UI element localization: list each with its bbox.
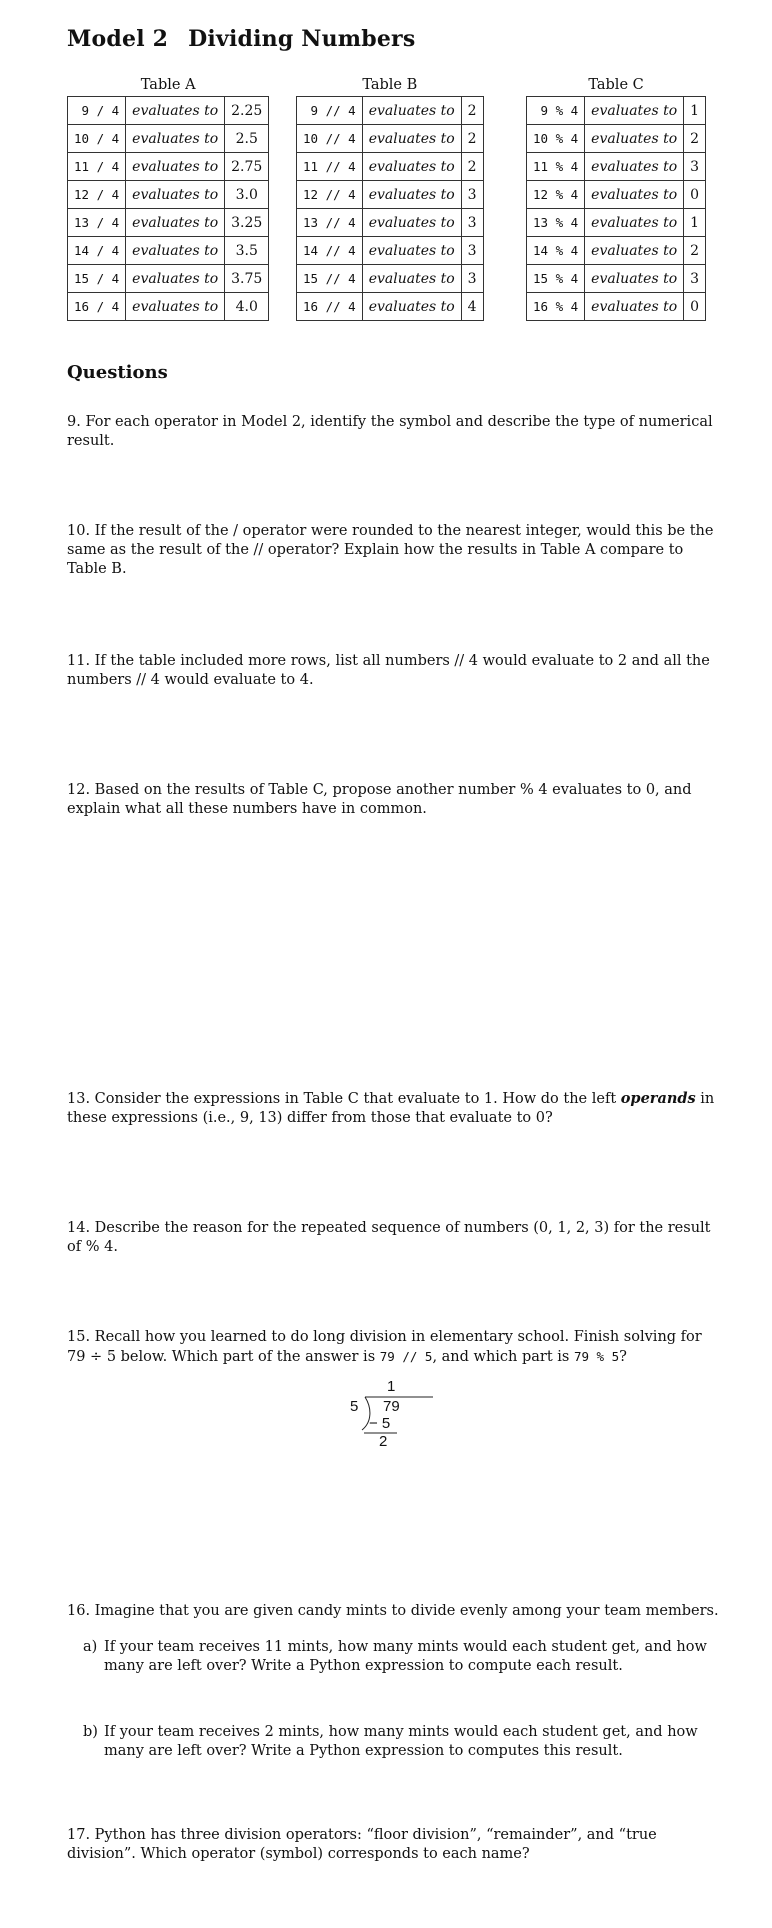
table-c [526,96,706,321]
expression-cell: 14 / 4 [68,237,126,265]
expression-cell: 16 // 4 [297,293,363,321]
ld-dividend: 79 [383,1398,400,1415]
table-row [527,293,706,321]
result-cell: 3 [461,237,483,265]
evaluates-cell: evaluates to [585,237,684,265]
evaluates-cell: evaluates to [362,153,461,181]
question-11: 11. If the table included more rows, list all numbers // 4 would evaluate to 2 and all the numbers // 4 would evaluate to 4. [67,653,710,688]
model-name: Dividing Numbers [188,26,416,52]
evaluates-cell: evaluates to [126,153,225,181]
expression-cell: 10 / 4 [68,125,126,153]
result-cell: 2 [461,153,483,181]
result-cell: 3.0 [225,181,269,209]
evaluates-cell: evaluates to [126,97,225,125]
result-cell: 2.75 [225,153,269,181]
question-17: 17. Python has three division operators: “floor division”, “remainder”, and “true division”. Which operator (symbol) corresponds to each name? [67,1827,657,1862]
table-b [296,96,484,321]
result-cell: 4.0 [225,293,269,321]
ld-quotient: 1 [387,1378,396,1395]
table-row [68,265,269,293]
expression-cell: 16 / 4 [68,293,126,321]
result-cell: 3 [684,153,706,181]
evaluates-cell: evaluates to [126,181,225,209]
result-cell: 0 [684,181,706,209]
result-cell: 1 [684,97,706,125]
table-row [68,181,269,209]
evaluates-cell: evaluates to [362,209,461,237]
expression-cell: 15 % 4 [527,265,585,293]
evaluates-cell: evaluates to [126,125,225,153]
result-cell: 2.25 [225,97,269,125]
ld-divisor: 5 [350,1398,359,1415]
expression-cell: 9 // 4 [297,97,363,125]
expression-cell: 11 / 4 [68,153,126,181]
result-cell: 3 [461,181,483,209]
evaluates-cell: evaluates to [585,293,684,321]
question-10: 10. If the result of the / operator were rounded to the nearest integer, would this be the same as the result of the // operator? Explain how the results in Table A compare to Table B. [67,523,714,577]
question-16: 16. Imagine that you are given candy mints to divide evenly among your team members. [67,1603,719,1619]
code-floor-div: 79 // 5 [379,1349,433,1364]
code-remainder: 79 % 5 [573,1349,620,1364]
evaluates-cell: evaluates to [585,265,684,293]
evaluates-cell: evaluates to [362,125,461,153]
result-cell: 2 [684,125,706,153]
result-cell: 3 [461,209,483,237]
expression-cell: 14 % 4 [527,237,585,265]
result-cell: 0 [684,293,706,321]
expression-cell: 11 % 4 [527,153,585,181]
expression-cell: 10 % 4 [527,125,585,153]
question-16a: a) If your team receives 11 mints, how many mints would each student get, and how many are left over? Write a Python expression to compute each result. [83,1639,707,1674]
table-b-block [296,74,484,321]
expression-cell: 12 % 4 [527,181,585,209]
table-c-block [526,74,706,321]
question-12: 12. Based on the results of Table C, propose another number % 4 evaluates to 0, and explain what all these numbers have in common. [67,782,692,817]
evaluates-cell: evaluates to [585,181,684,209]
question-14: 14. Describe the reason for the repeated sequence of numbers (0, 1, 2, 3) for the result of % 4. [67,1220,711,1255]
expression-cell: 13 % 4 [527,209,585,237]
table-a [67,96,269,321]
evaluates-cell: evaluates to [126,237,225,265]
table-row [68,237,269,265]
evaluates-cell: evaluates to [126,293,225,321]
table-row [527,265,706,293]
operands-emphasis: operands [620,1090,696,1107]
table-row [297,153,484,181]
table-row [297,265,484,293]
expression-cell: 14 // 4 [297,237,363,265]
evaluates-cell: evaluates to [362,181,461,209]
table-row [68,125,269,153]
evaluates-cell: evaluates to [585,125,684,153]
table-row [297,237,484,265]
evaluates-cell: evaluates to [362,293,461,321]
table-row [527,153,706,181]
ld-remainder: 2 [379,1433,388,1450]
question-9: 9. For each operator in Model 2, identify the symbol and describe the type of numerical result. [67,414,713,449]
table-row [297,97,484,125]
result-cell: 2 [684,237,706,265]
evaluates-cell: evaluates to [585,153,684,181]
table-a-block [67,74,269,321]
table-row [297,181,484,209]
long-division [347,1378,467,1458]
evaluates-cell: evaluates to [126,265,225,293]
question-13: 13. Consider the expressions in Table C that evaluate to 1. How do the left operands in these expressions (i.e., 9, 13) differ from those that evaluate to 0? [67,1090,715,1126]
expression-cell: 12 // 4 [297,181,363,209]
expression-cell: 13 // 4 [297,209,363,237]
model-label: Model 2 [67,26,169,52]
table-row [297,293,484,321]
table-b-caption: Table B [362,77,418,93]
result-cell: 3.25 [225,209,269,237]
expression-cell: 11 // 4 [297,153,363,181]
table-row [527,181,706,209]
result-cell: 3 [684,265,706,293]
expression-cell: 15 / 4 [68,265,126,293]
ld-bracket [347,1378,467,1458]
result-cell: 1 [684,209,706,237]
table-row [297,209,484,237]
table-row [68,153,269,181]
ld-subtract: − 5 [369,1415,391,1432]
questions-heading: Questions [67,362,168,383]
evaluates-cell: evaluates to [362,265,461,293]
expression-cell: 9 % 4 [527,97,585,125]
result-cell: 4 [461,293,483,321]
question-16b: b) If your team receives 2 mints, how many mints would each student get, and how many are left over? Write a Python expression to computes this result. [83,1724,698,1759]
result-cell: 3.5 [225,237,269,265]
table-row [527,209,706,237]
table-a-caption: Table A [140,77,196,93]
evaluates-cell: evaluates to [362,97,461,125]
evaluates-cell: evaluates to [585,97,684,125]
expression-cell: 9 / 4 [68,97,126,125]
result-cell: 3.75 [225,265,269,293]
expression-cell: 16 % 4 [527,293,585,321]
result-cell: 2.5 [225,125,269,153]
table-row [68,97,269,125]
table-row [297,125,484,153]
table-row [68,293,269,321]
expression-cell: 12 / 4 [68,181,126,209]
expression-cell: 13 / 4 [68,209,126,237]
evaluates-cell: evaluates to [585,209,684,237]
question-15: 15. Recall how you learned to do long division in elementary school. Finish solving for 79 ÷ 5 below. Which part of the answer is 79 // 5, and which part is 79 % 5? [67,1329,702,1365]
table-row [527,125,706,153]
table-row [527,97,706,125]
page-title [67,26,415,52]
result-cell: 2 [461,97,483,125]
table-c-caption: Table C [588,77,644,93]
evaluates-cell: evaluates to [362,237,461,265]
table-row [527,237,706,265]
result-cell: 3 [461,265,483,293]
expression-cell: 10 // 4 [297,125,363,153]
table-row [68,209,269,237]
expression-cell: 15 // 4 [297,265,363,293]
result-cell: 2 [461,125,483,153]
evaluates-cell: evaluates to [126,209,225,237]
